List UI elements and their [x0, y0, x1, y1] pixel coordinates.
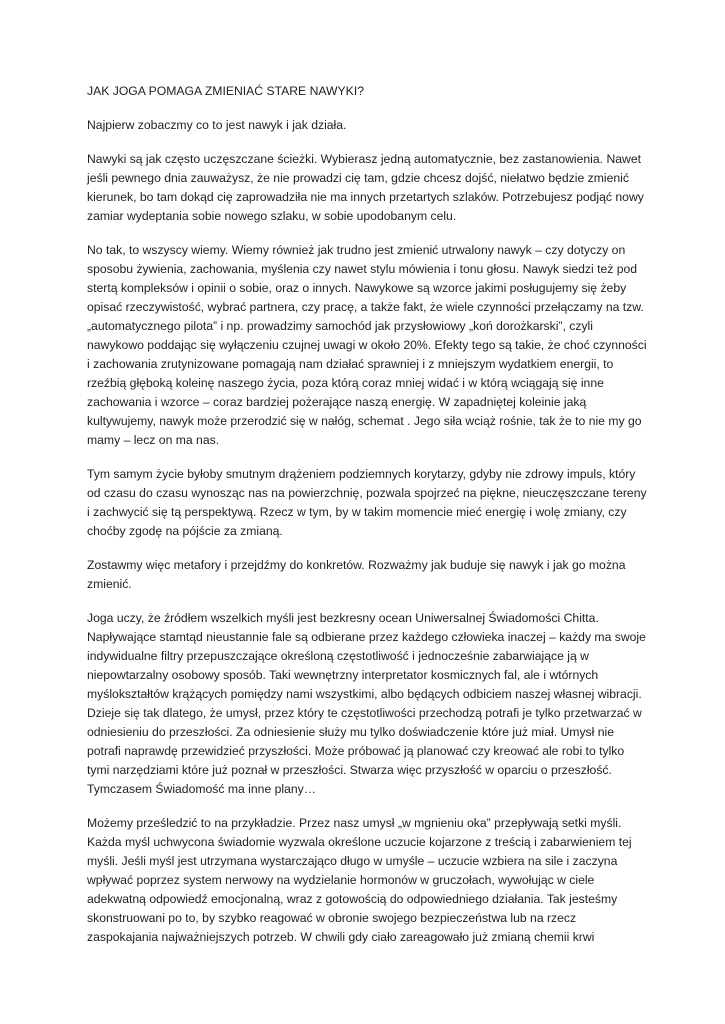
document-page: [87, 82, 647, 962]
paragraph-intro: Najpierw zobaczmy co to jest nawyk i jak działa.: [87, 118, 347, 132]
paragraph-habits-paths: Nawyki są jak często uczęszczane ścieżki. Wybierasz jedną automatycznie, bez zastanowienia. Nawet jeśli pewnego dnia zauważysz, że nie prowadzi cię tam, gdzie chcesz dojść, niełatwo będzie zmienić kierunek, bo tam dokąd cię zaprowadziła nie ma innych przetartych szlaków. Potrzebujesz podjąć nowy zamiar wydeptania sobie nowego szlaku, w sobie upodobanym celu.: [87, 152, 644, 223]
paragraph-underground: Tym samym życie byłoby smutnym drążeniem podziemnych korytarzy, gdyby nie zdrowy impuls, który od czasu do czasu wynosząc nas na powierzchnię, pozwala spojrzeć na piękne, nieuczęszczane tereny i zachwycić się tą perspektywą. Rzecz w tym, by w takim momencie mieć energię i wolę zmiany, czy choćby zgodę na pójście za zmianą.: [87, 467, 647, 538]
paragraph-habit-change: No tak, to wszyscy wiemy. Wiemy również jak trudno jest zmienić utrwalony nawyk – czy dotyczy on sposobu żywienia, zachowania, myślenia czy nawet stylu mówienia i tonu głosu. Nawyk siedzi też pod stertą kompleksów i opinii o sobie, oraz o innych. Nawykowe są wzorce jakimi posługujemy się żeby opisać rzeczywistość, wybrać partnera, czy pracę, a także fakt, że wiele czynności przełączamy na tzw. „automatycznego pilota” i np. prowadzimy samochód jak przysłowiowy „koń dorożkarski”, czyli nawykowo poddając się wyłączeniu czujnej uwagi w około 20%. Efekty tego są takie, że choć czynności i zachowania zrutynizowane pomagają nam działać sprawniej i z mniejszym wydatkiem energii, to rzeźbią głęboką koleinę naszego życia, poza którą coraz mniej widać i w którą wciągają się inne zachowania i wzorce – coraz bardziej pożerające naszą energię. W zapadniętej koleinie jaką kultywujemy, nawyk może przerodzić się w nałóg, schemat . Jego siła wciąż rośnie, tak że to nie my go mamy – lecz on ma nas.: [87, 243, 647, 447]
document-title: JAK JOGA POMAGA ZMIENIAĆ STARE NAWYKI?: [87, 84, 364, 98]
paragraph-concrete: Zostawmy więc metafory i przejdźmy do konkretów. Rozważmy jak buduje się nawyk i jak go można zmienić.: [87, 558, 626, 591]
paragraph-example: Możemy prześledzić to na przykładzie. Przez nasz umysł „w mgnieniu oka” przepływają setki myśli. Każda myśl uchwycona świadomie wyzwala określone uczucie kojarzone z treścią i zabarwieniem tej myśli. Jeśli myśl jest utrzymana wystarczająco długo w umyśle – uczucie wzbiera na sile i zaczyna wpływać poprzez system nerwowy na wydzielanie hormonów w gruczołach, wywołując w ciele adekwatną odpowiedź emocjonalną, wraz z gotowością do odpowiedniego działania. Tak jesteśmy skonstruowani po to, by szybko reagować w obronie swojego bezpieczeństwa lub na rzecz zaspokajania najważniejszych potrzeb. W chwili gdy ciało zareagowało już zmianą chemii krwi: [87, 816, 632, 944]
paragraph-yoga-teaches: Joga uczy, że źródłem wszelkich myśli jest bezkresny ocean Uniwersalnej Świadomości Chitta. Napływające stamtąd nieustannie fale są odbierane przez każdego człowieka inaczej – każdy ma swoje indywidualne filtry przepuszczające określoną częstotliwość i jednocześnie zabarwiające ją w niepowtarzalny osobowy sposób. Taki wewnętrzny interpretator kosmicznych fal, ale i wtórnych myślokształtów krążących pomiędzy nami wszystkimi, albo będących odbiciem naszej własnej wibracji. Dzieje się tak dlatego, że umysł, przez który te częstotliwości przechodzą potrafi je tylko przetwarzać w odniesieniu do przeszłości. Za odniesienie służy mu tylko doświadczenie które już miał. Umysł nie potrafi naprawdę przewidzieć przyszłości. Może próbować ją planować czy kreować ale robi to tylko tymi narzędziami które już poznał w przeszłości. Stwarza więc przyszłość w oparciu o przeszłość. Tymczasem Świadomość ma inne plany…: [87, 611, 646, 796]
